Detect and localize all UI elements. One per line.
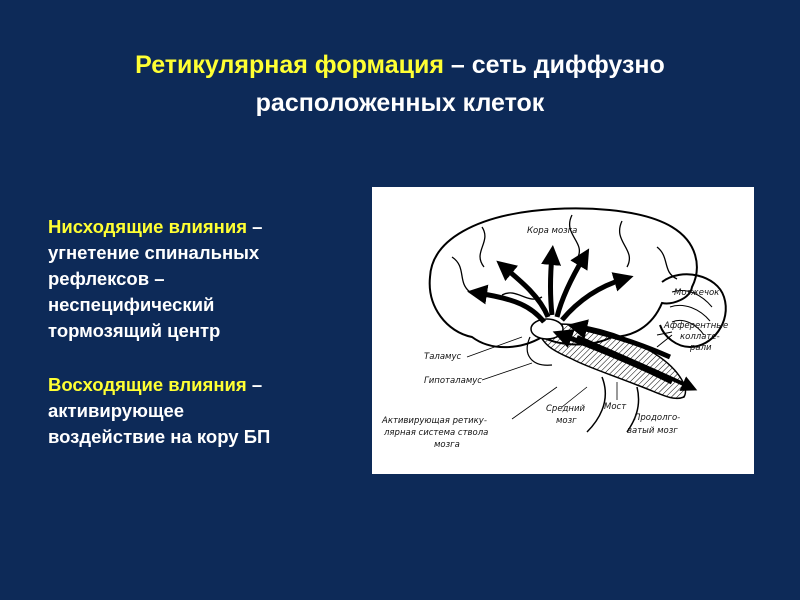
label-thalamus: Таламус — [424, 352, 462, 362]
descending-line: рефлексов – — [48, 268, 165, 289]
label-afferent: рали — [690, 343, 712, 353]
label-midbrain: Средний — [546, 404, 586, 414]
descending-line: угнетение спинальных — [48, 242, 260, 263]
title-line1-rest: – сеть диффузно — [443, 51, 665, 79]
label-medulla: Продолго- — [634, 413, 681, 423]
descending-line: неспецифический — [48, 294, 215, 315]
descending-dash: – — [247, 216, 263, 237]
label-medulla: ватый мозг — [627, 426, 678, 436]
descending-heading: Нисходящие влияния — [48, 216, 248, 237]
label-ras: мозга — [434, 440, 460, 450]
label-ras: лярная система ствола — [384, 428, 489, 438]
brain-diagram — [372, 187, 754, 474]
title-line2: расположенных клеток — [255, 89, 545, 117]
label-cortex: Кора мозга — [527, 226, 578, 236]
label-ras: Активирующая ретику- — [382, 416, 487, 426]
slide-title — [40, 46, 760, 122]
ascending-line: воздействие на кору БП — [48, 426, 271, 447]
ascending-line: активирующее — [48, 400, 185, 421]
label-midbrain: мозг — [556, 416, 577, 426]
brain-diagram-svg — [372, 187, 754, 474]
descending-influences-block — [48, 214, 348, 344]
label-pons: Мост — [604, 402, 627, 412]
ascending-heading: Восходящие влияния — [48, 374, 247, 395]
label-cerebellum: Мозжечок — [674, 288, 720, 298]
title-highlight: Ретикулярная формация — [135, 51, 444, 79]
label-hypothalamus: Гипоталамус — [424, 376, 482, 386]
label-afferent: Афферентные — [664, 321, 729, 331]
descending-line: тормозящий центр — [48, 320, 221, 341]
label-afferent: коллате- — [680, 332, 720, 342]
ascending-influences-block — [48, 372, 348, 450]
ascending-dash: – — [246, 374, 263, 395]
